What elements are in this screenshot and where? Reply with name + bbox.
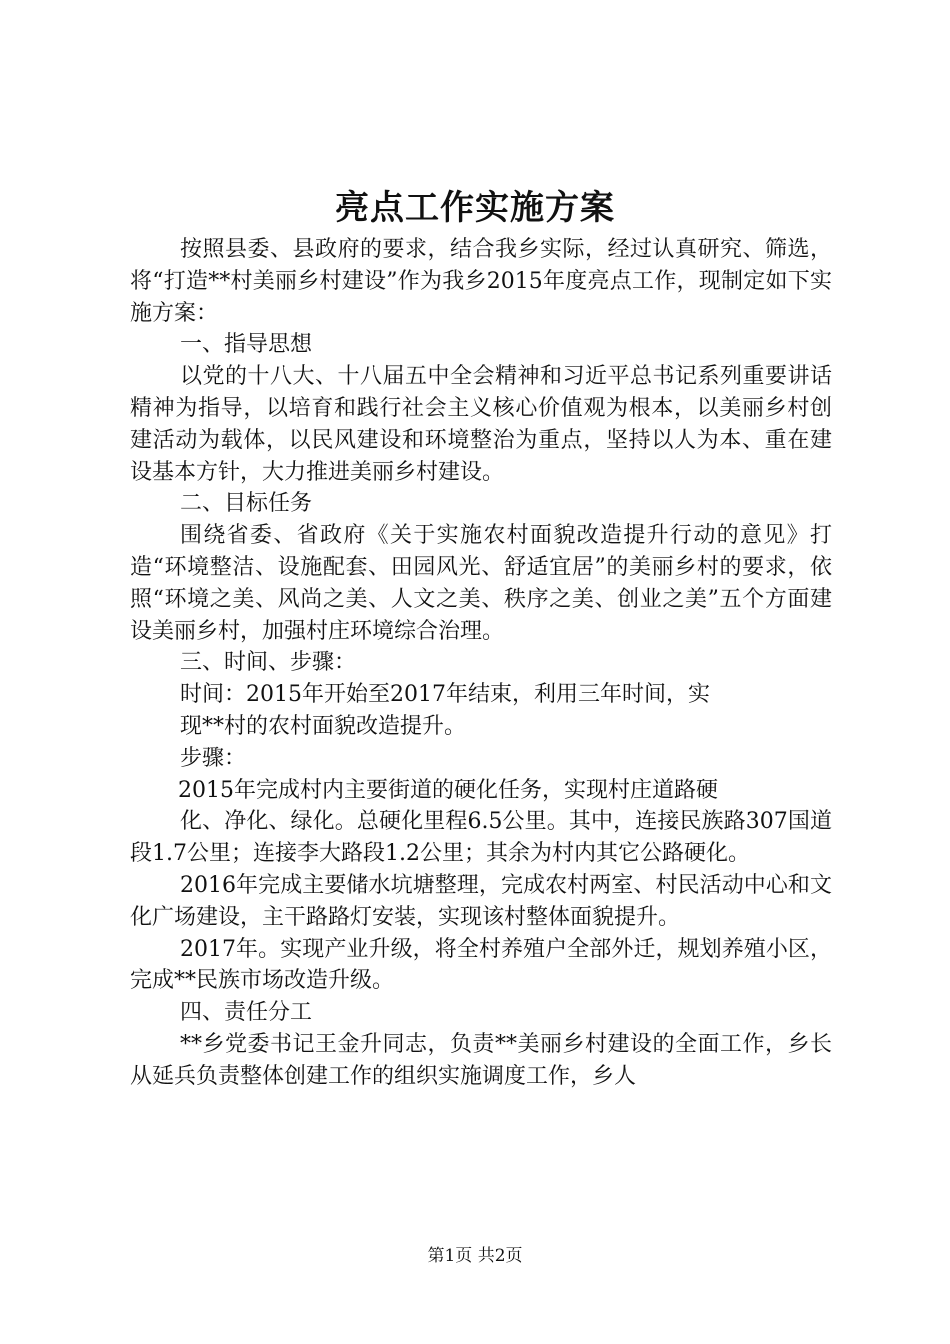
guiding-thought-paragraph: 以党的十八大、十八届五中全会精神和习近平总书记系列重要讲话精神为指导，以培育和践行社会主义核心价值观为根本，以美丽乡村创建活动为载体，以民风建设和环境整治为重点，坚持以人为本、重在建设基本方针，大力推进美丽乡村建设。 bbox=[130, 364, 832, 485]
document-title: 亮点工作实施方案 bbox=[335, 188, 615, 228]
section-heading-responsibilities: 四、责任分工 bbox=[180, 1000, 313, 1026]
step-2017-paragraph: 2017年。实现产业升级，将全村养殖户全部外迁，规划养殖小区，完成**民族市场改造升级。 bbox=[130, 936, 832, 994]
schedule-time-line-1: 时间：2015年开始至2017年结束，利用三年时间，实 bbox=[180, 682, 710, 708]
schedule-steps-label: 步骤： bbox=[180, 745, 247, 771]
page-footer: 第1页 共2页 bbox=[427, 1246, 523, 1266]
step-2015-paragraph: 化、净化、绿化。总硬化里程6.5公里。其中，连接民族路307国道段1.7公里；连接李大路段1.2公里；其余为村内其它公路硬化。 bbox=[130, 809, 832, 867]
step-2016-paragraph: 2016年完成主要储水坑塘整理，完成农村两室、村民活动中心和文化广场建设，主干路路灯安装，实现该村整体面貌提升。 bbox=[130, 872, 832, 930]
intro-paragraph: 按照县委、县政府的要求，结合我乡实际，经过认真研究、筛选，将“打造**村美丽乡村建设”作为我乡2015年度亮点工作，现制定如下实施方案： bbox=[130, 237, 832, 326]
document-body bbox=[130, 234, 832, 1093]
schedule-time-line-2: 现**村的农村面貌改造提升。 bbox=[180, 713, 467, 739]
goals-paragraph: 围绕省委、省政府《关于实施农村面貌改造提升行动的意见》打造“环境整洁、设施配套、田园风光、舒适宜居”的美丽乡村的要求，依照“环境之美、风尚之美、人文之美、秩序之美、创业之美”五个方面建设美丽乡村，加强村庄环境综合治理。 bbox=[130, 523, 832, 644]
responsibilities-paragraph: **乡党委书记王金升同志，负责**美丽乡村建设的全面工作，乡长从延兵负责整体创建工作的组织实施调度工作，乡人 bbox=[130, 1031, 832, 1089]
section-heading-goals: 二、目标任务 bbox=[180, 491, 313, 517]
section-heading-schedule: 三、时间、步骤： bbox=[180, 650, 357, 676]
section-heading-guiding-thought: 一、指导思想 bbox=[180, 332, 313, 358]
step-2015-line-1: 2015年完成村内主要街道的硬化任务，实现村庄道路硬 bbox=[178, 777, 718, 803]
